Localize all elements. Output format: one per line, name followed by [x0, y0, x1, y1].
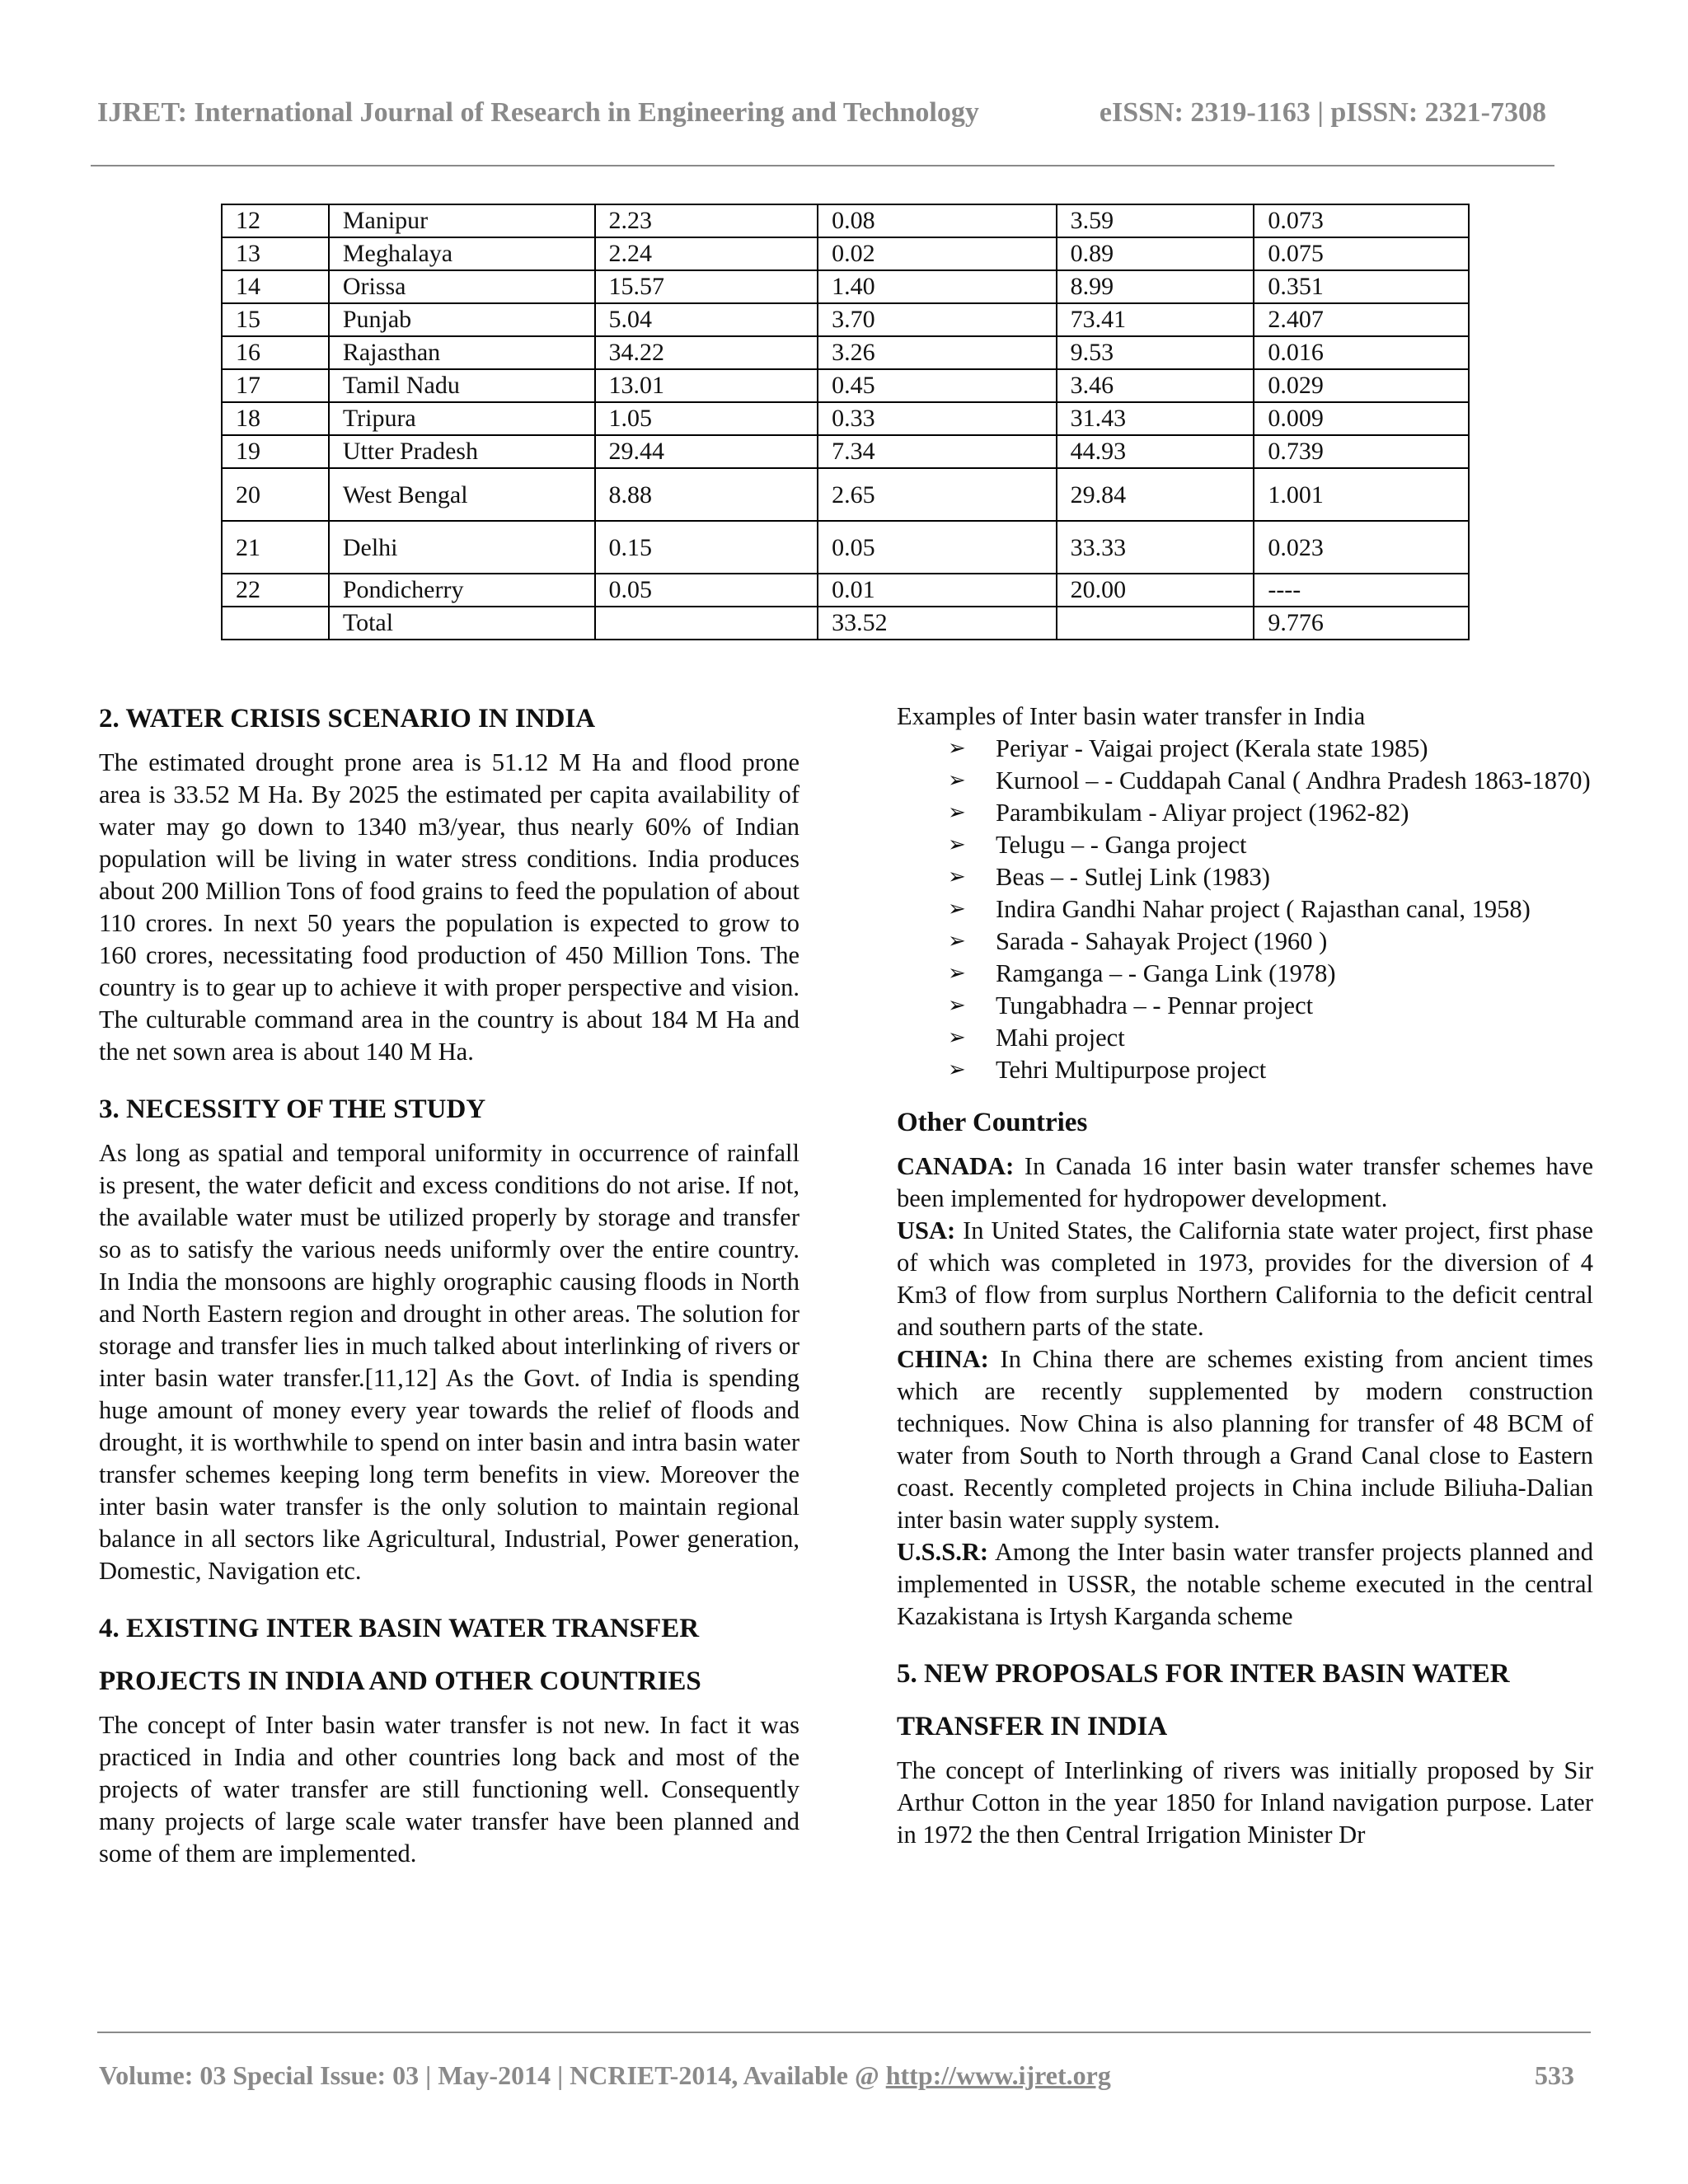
section-5-heading-line1: 5. NEW PROPOSALS FOR INTER BASIN WATER — [897, 1659, 1510, 1689]
table-cell: 0.02 — [818, 237, 1057, 270]
table-cell: 0.05 — [595, 574, 818, 607]
example-project-item: ➢ Tehri Multipurpose project — [996, 1054, 1593, 1086]
journal-link[interactable]: http://www.ijret.org — [885, 2060, 1111, 2090]
table-cell: 8.99 — [1057, 270, 1254, 303]
example-project-item: ➢ Mahi project — [996, 1022, 1593, 1054]
table-cell: 73.41 — [1057, 303, 1254, 336]
table-cell: 1.001 — [1254, 468, 1469, 521]
section-5-heading-line2: TRANSFER IN INDIA — [897, 1712, 1168, 1741]
table-cell: 19 — [222, 435, 329, 468]
state-data-table — [221, 204, 1470, 640]
table-cell: 0.073 — [1254, 204, 1469, 237]
table-cell: ---- — [1254, 574, 1469, 607]
section-4-heading-line1: 4. EXISTING INTER BASIN WATER TRANSFER — [99, 1614, 700, 1643]
table-cell: 44.93 — [1057, 435, 1254, 468]
table-row — [222, 435, 1469, 468]
section-4-body: The concept of Inter basin water transfer is not new. In fact it was practiced in India and other countries long back and most of the projects of water transfer are still functioning well. Consequently many projects of large scale water transfer have been planned and some of them are implemented. — [99, 1711, 799, 1868]
table-row — [222, 607, 1469, 640]
table-cell: 0.009 — [1254, 402, 1469, 435]
section-5-body: The concept of Interlinking of rivers was initially proposed by Sir Arthur Cotton in the year 1850 for Inland navigation purpose. Later in 1972 the then Central Irrigation Minister Dr — [897, 1756, 1593, 1849]
table-cell: 34.22 — [595, 336, 818, 369]
table-cell: 3.70 — [818, 303, 1057, 336]
table-cell: 1.05 — [595, 402, 818, 435]
table-cell: 0.075 — [1254, 237, 1469, 270]
example-project-item: ➢ Tungabhadra – - Pennar project — [996, 990, 1593, 1022]
ussr-paragraph — [897, 1536, 1593, 1633]
table-cell: 15 — [222, 303, 329, 336]
table-cell: 22 — [222, 574, 329, 607]
table-row — [222, 574, 1469, 607]
table-cell: 0.45 — [818, 369, 1057, 402]
example-project-item: ➢ Telugu – - Ganga project — [996, 829, 1593, 861]
page-number: 533 — [1535, 2060, 1574, 2090]
table-row — [222, 336, 1469, 369]
table-cell: 0.023 — [1254, 521, 1469, 574]
table-cell: West Bengal — [329, 468, 595, 521]
issn-info: eISSN: 2319-1163 | pISSN: 2321-7308 — [1099, 97, 1546, 128]
ussr-text: Among the Inter basin water transfer projects planned and implemented in USSR, the notable scheme executed in the central Kazakistana is Irtysh Karganda scheme — [897, 1538, 1593, 1630]
table-cell: 16 — [222, 336, 329, 369]
usa-label: USA: — [897, 1216, 956, 1244]
table-cell: Utter Pradesh — [329, 435, 595, 468]
table-cell: 9.53 — [1057, 336, 1254, 369]
table-row — [222, 468, 1469, 521]
table-cell: Delhi — [329, 521, 595, 574]
left-column — [99, 701, 799, 1870]
table-cell: 17 — [222, 369, 329, 402]
canada-paragraph — [897, 1151, 1593, 1215]
section-3-heading: 3. NECESSITY OF THE STUDY — [99, 1094, 486, 1124]
table-cell: 29.84 — [1057, 468, 1254, 521]
table-cell: 0.01 — [818, 574, 1057, 607]
table-cell: Rajasthan — [329, 336, 595, 369]
table-cell: Tripura — [329, 402, 595, 435]
table-cell — [222, 607, 329, 640]
table-cell: Total — [329, 607, 595, 640]
table-cell: Orissa — [329, 270, 595, 303]
journal-title: IJRET: International Journal of Research in Engineering and Technology — [97, 97, 979, 128]
examples-list — [897, 733, 1593, 1086]
table-cell: Pondicherry — [329, 574, 595, 607]
table-cell: Meghalaya — [329, 237, 595, 270]
table-cell: 0.029 — [1254, 369, 1469, 402]
table-cell: Manipur — [329, 204, 595, 237]
table-cell: 33.52 — [818, 607, 1057, 640]
usa-text: In United States, the California state water project, first phase of which was completed in 1973, provides for the diversion of 4 Km3 of flow from surplus Northern California to the deficit central and southern parts of the state. — [897, 1216, 1593, 1341]
footer-text: Volume: 03 Special Issue: 03 | May-2014 | NCRIET-2014, Available @ — [99, 2060, 886, 2090]
table-cell: 0.33 — [818, 402, 1057, 435]
table-cell: 33.33 — [1057, 521, 1254, 574]
table-cell: 8.88 — [595, 468, 818, 521]
table-cell: 7.34 — [818, 435, 1057, 468]
china-label: CHINA: — [897, 1345, 989, 1373]
header-divider — [91, 165, 1554, 166]
footer-volume-info — [99, 2060, 1111, 2091]
example-project-item: ➢ Parambikulam - Aliyar project (1962-82) — [996, 797, 1593, 829]
china-paragraph — [897, 1343, 1593, 1536]
canada-text: In Canada 16 inter basin water transfer schemes have been implemented for hydropower development. — [897, 1152, 1593, 1212]
section-2-heading: 2. WATER CRISIS SCENARIO IN INDIA — [99, 704, 596, 733]
table-cell: 2.23 — [595, 204, 818, 237]
example-project-item: ➢ Periyar - Vaigai project (Kerala state 1985) — [996, 733, 1593, 765]
table-cell: 14 — [222, 270, 329, 303]
table-cell: 0.351 — [1254, 270, 1469, 303]
table-row — [222, 270, 1469, 303]
table-cell: 9.776 — [1254, 607, 1469, 640]
table-cell: 3.59 — [1057, 204, 1254, 237]
table-cell: 31.43 — [1057, 402, 1254, 435]
table-cell: 3.26 — [818, 336, 1057, 369]
table-cell: 2.24 — [595, 237, 818, 270]
table-cell: 0.08 — [818, 204, 1057, 237]
china-text: In China there are schemes existing from ancient times which are recently supplemented by modern construction techniques. Now China is also planning for transfer of 48 BCM of water from South to North through a Grand Canal close to Eastern coast. Recently completed projects in China include Biliuha-Dalian inter basin water supply system. — [897, 1345, 1593, 1534]
table-cell: Tamil Nadu — [329, 369, 595, 402]
table-cell: 0.15 — [595, 521, 818, 574]
table-cell: 5.04 — [595, 303, 818, 336]
table-cell: 1.40 — [818, 270, 1057, 303]
table-cell: 20 — [222, 468, 329, 521]
example-project-item: ➢ Beas – - Sutlej Link (1983) — [996, 861, 1593, 893]
section-3-body: As long as spatial and temporal uniformity in occurrence of rainfall is present, the water deficit and excess conditions do not arise. If not, the available water must be utilized properly by storage and transfer so as to satisfy the various needs uniformly over the entire country. In India the monsoons are highly orographic causing floods in North and North Eastern region and drought in other areas. The solution for storage and transfer lies in much talked about interlinking of rivers or inter basin water transfer.[11,12] As the Govt. of India is spending huge amount of money every year towards the relief of floods and drought, it is worthwhile to spend on inter basin and intra basin water transfer schemes keeping long term benefits in view. Moreover the inter basin water transfer is the only solution to maintain regional balance in all sectors like Agricultural, Industrial, Power generation, Domestic, Navigation etc. — [99, 1139, 799, 1585]
footer-divider — [97, 2032, 1591, 2033]
right-column — [897, 701, 1593, 1851]
table-row — [222, 204, 1469, 237]
table-row — [222, 402, 1469, 435]
canada-label: CANADA: — [897, 1152, 1015, 1180]
table-cell: Punjab — [329, 303, 595, 336]
table-cell: 2.407 — [1254, 303, 1469, 336]
other-countries-heading: Other Countries — [897, 1108, 1088, 1137]
table-cell: 2.65 — [818, 468, 1057, 521]
table-cell: 29.44 — [595, 435, 818, 468]
ussr-label: U.S.S.R: — [897, 1538, 989, 1566]
example-project-item: ➢ Ramganga – - Ganga Link (1978) — [996, 958, 1593, 990]
running-header — [97, 97, 1556, 138]
table-row — [222, 521, 1469, 574]
table-cell: 3.46 — [1057, 369, 1254, 402]
example-project-item: ➢ Kurnool – - Cuddapah Canal ( Andhra Pradesh 1863-1870) — [996, 765, 1593, 797]
section-2-body: The estimated drought prone area is 51.12 M Ha and flood prone area is 33.52 M Ha. By 2025 the estimated per capita availability of water may go down to 1340 m3/year, thus nearly 60% of Indian population will be living in water stress conditions. India produces about 200 Million Tons of food grains to feed the population of about 110 crores. In next 50 years the population is expected to grow to 160 crores, necessitating food production of 450 Million Tons. The country is to gear up to achieve it with proper perspective and vision. The culturable command area in the country is about 184 M Ha and the net sown area is about 140 M Ha. — [99, 748, 799, 1066]
table-cell — [595, 607, 818, 640]
table-row — [222, 237, 1469, 270]
section-4-heading-line2: PROJECTS IN INDIA AND OTHER COUNTRIES — [99, 1666, 701, 1696]
table-row — [222, 369, 1469, 402]
table-cell: 0.05 — [818, 521, 1057, 574]
example-project-item: ➢ Sarada - Sahayak Project (1960 ) — [996, 926, 1593, 958]
table-cell: 0.016 — [1254, 336, 1469, 369]
table-cell: 13 — [222, 237, 329, 270]
table-cell: 0.739 — [1254, 435, 1469, 468]
examples-intro: Examples of Inter basin water transfer in India — [897, 702, 1366, 730]
example-project-item: ➢ Indira Gandhi Nahar project ( Rajasthan canal, 1958) — [996, 893, 1593, 926]
table-cell: 20.00 — [1057, 574, 1254, 607]
table-cell: 18 — [222, 402, 329, 435]
table-cell: 13.01 — [595, 369, 818, 402]
usa-paragraph — [897, 1215, 1593, 1343]
table-cell: 0.89 — [1057, 237, 1254, 270]
table-cell: 21 — [222, 521, 329, 574]
table-cell: 12 — [222, 204, 329, 237]
table-cell — [1057, 607, 1254, 640]
table-row — [222, 303, 1469, 336]
table-cell: 15.57 — [595, 270, 818, 303]
